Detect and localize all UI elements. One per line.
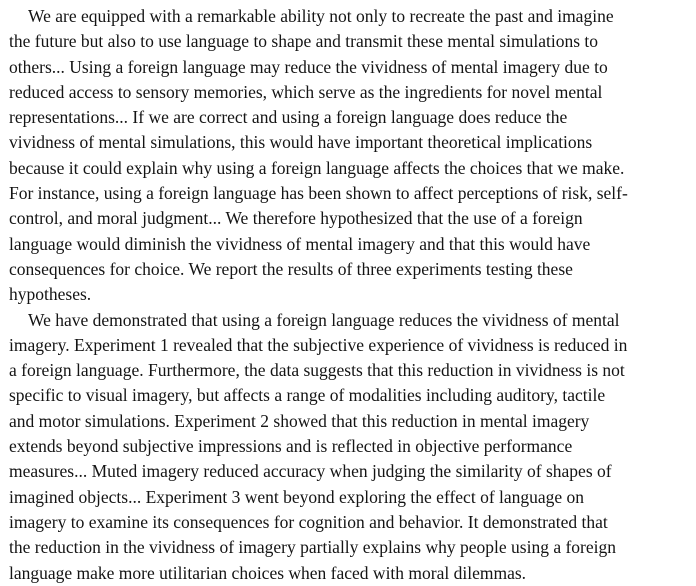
paragraph-2 — [9, 308, 689, 586]
text-line: extends beyond subjective impressions and is reflected in objective performance — [9, 436, 573, 457]
text-line: consequences for choice. We report the results of three experiments testing these — [9, 258, 573, 279]
text-line: For instance, using a foreign language has been shown to affect perceptions of risk, self- — [9, 183, 628, 204]
text-line: We have demonstrated that using a foreign language reduces the vividness of mental — [28, 309, 620, 330]
text-line: measures... Muted imagery reduced accuracy when judging the similarity of shapes of — [9, 461, 612, 482]
text-line: imagined objects... Experiment 3 went beyond exploring the effect of language on — [9, 486, 585, 507]
paragraph-1 — [9, 4, 689, 308]
text-line: vividness of mental simulations, this would have important theoretical implications — [9, 132, 593, 153]
text-line: a foreign language. Furthermore, the data suggests that this reduction in vividness is not — [9, 360, 625, 381]
text-line: language make more utilitarian choices when faced with moral dilemmas. — [9, 562, 527, 583]
text-line: others... Using a foreign language may reduce the vividness of mental imagery due to — [9, 56, 608, 77]
text-line: reduced access to sensory memories, which serve as the ingredients for novel mental — [9, 81, 603, 102]
text-line: We are equipped with a remarkable ability not only to recreate the past and imagine — [28, 6, 614, 26]
text-line: specific to visual imagery, but affects a range of modalities including auditory, tactile — [9, 385, 606, 406]
text-line: the reduction in the vividness of imagery partially explains why people using a foreign — [9, 537, 616, 558]
text-line: imagery to examine its consequences for cognition and behavior. It demonstrated that — [9, 511, 608, 532]
text-line: control, and moral judgment... We therefore hypothesized that the use of a foreign — [9, 208, 583, 229]
text-line: and motor simulations. Experiment 2 showed that this reduction in mental imagery — [9, 410, 590, 431]
document-body — [9, 4, 689, 586]
text-line: because it could explain why using a foreign language affects the choices that we make. — [9, 157, 625, 178]
text-line: the future but also to use language to shape and transmit these mental simulations to — [9, 31, 599, 52]
text-line: representations... If we are correct and using a foreign language does reduce the — [9, 107, 568, 128]
text-line: hypotheses. — [9, 284, 92, 305]
text-line: language would diminish the vividness of mental imagery and that this would have — [9, 233, 591, 254]
text-line: imagery. Experiment 1 revealed that the subjective experience of vividness is reduced in — [9, 334, 628, 355]
